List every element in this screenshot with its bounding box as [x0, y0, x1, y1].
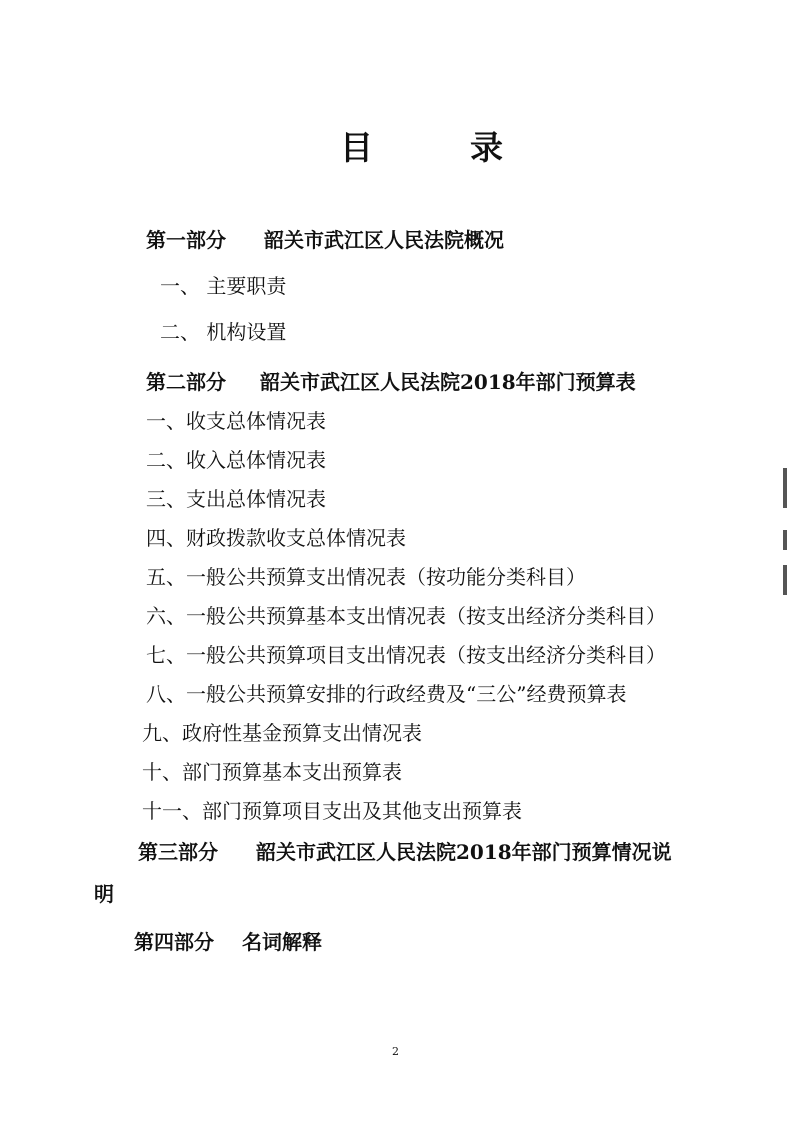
- toc-item: 八、一般公共预算安排的行政经费及“三公”经费预算表: [146, 682, 627, 706]
- part1-heading: [146, 226, 504, 254]
- toc-item: 三、支出总体情况表: [146, 487, 326, 511]
- toc-item: 九、政府性基金预算支出情况表: [142, 721, 422, 745]
- toc-item: 六、一般公共预算基本支出情况表（按支出经济分类科目）: [146, 604, 666, 628]
- part3-title: 韶关市武江区人民法院2018年部门预算情况说: [256, 840, 672, 864]
- part3-label: 第三部分: [138, 840, 218, 864]
- scan-edge-mark: [783, 530, 787, 550]
- scan-edge-mark: [783, 468, 787, 508]
- part4-heading: [134, 928, 322, 956]
- toc-item: 十、部门预算基本支出预算表: [142, 760, 402, 784]
- part2-title: 韶关市武江区人民法院2018年部门预算表: [260, 370, 636, 394]
- toc-item: 四、财政拨款收支总体情况表: [146, 526, 406, 550]
- toc-item: 一、收支总体情况表: [146, 409, 326, 433]
- toc-item: 十一、部门预算项目支出及其他支出预算表: [142, 799, 522, 823]
- toc-item: 七、一般公共预算项目支出情况表（按支出经济分类科目）: [146, 643, 666, 667]
- part3-continuation: 明: [94, 882, 114, 906]
- toc-item: 二、 机构设置: [160, 320, 287, 344]
- part4-title: 名词解释: [242, 930, 322, 954]
- title-char-2: 录: [470, 128, 503, 167]
- page-title: [0, 122, 791, 167]
- part4-label: 第四部分: [134, 930, 214, 954]
- toc-item: 二、收入总体情况表: [146, 448, 326, 472]
- title-char-1: 目: [340, 128, 373, 167]
- part2-label: 第二部分: [146, 370, 226, 394]
- toc-item: 五、一般公共预算支出情况表（按功能分类科目）: [146, 565, 586, 589]
- part1-title: 韶关市武江区人民法院概况: [264, 228, 504, 252]
- toc-item: 一、 主要职责: [160, 274, 287, 298]
- scan-edge-mark: [783, 565, 787, 595]
- part1-label: 第一部分: [146, 228, 226, 252]
- page-number: 2: [392, 1045, 399, 1058]
- part3-heading: [138, 838, 672, 866]
- part2-heading: [146, 368, 636, 396]
